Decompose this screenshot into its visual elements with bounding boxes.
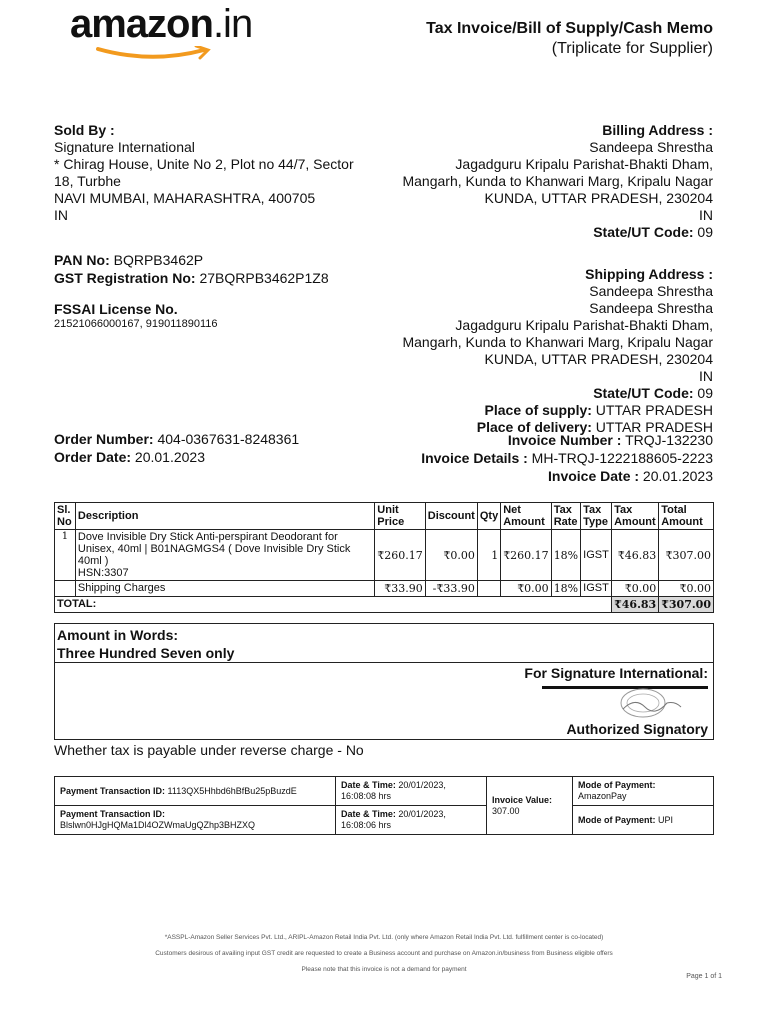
billing-name: Sandeepa Shrestha (589, 139, 713, 155)
invoice-number-line: Invoice Number : TRQJ-132230 (507, 432, 713, 448)
billing-country: IN (699, 207, 713, 223)
order-number-line: Order Number: 404-0367631-8248361 (54, 431, 300, 447)
invoice-info-block (313, 431, 713, 485)
invoice-title-block (426, 20, 713, 58)
shipping-line2: Mangarh, Kunda to Khanwari Marg, Kripalu Nagar (402, 334, 713, 350)
shipping-block (313, 266, 713, 436)
gst-line (54, 270, 329, 287)
item-total-amount: ₹307.00 (659, 530, 714, 581)
seller-address-line2: NAVI MUMBAI, MAHARASHTRA, 400705 (54, 190, 316, 206)
pan-label: PAN No: (54, 252, 110, 268)
col-header-qty: Qty (477, 503, 500, 530)
shipping-line1: Jagadguru Kripalu Parishat-Bhakti Dham, (455, 317, 713, 333)
col-header-tax-rate: Tax Rate (551, 503, 580, 530)
amount-in-words-value: Three Hundred Seven only (57, 645, 235, 661)
gst-value: 27BQRPB3462P1Z8 (199, 270, 329, 286)
reverse-charge-note: Whether tax is payable under reverse charge - No (54, 742, 364, 758)
gst-label: GST Registration No: (54, 270, 196, 286)
table-header-row (55, 503, 714, 530)
place-of-supply: Place of supply: UTTAR PRADESH (484, 402, 713, 418)
table-row (55, 530, 714, 581)
item-discount: ₹0.00 (425, 530, 477, 581)
item-qty: 1 (477, 530, 500, 581)
signature-box (54, 662, 714, 740)
payment-table (54, 776, 714, 835)
billing-line1: Jagadguru Kripalu Parishat-Bhakti Dham, (455, 156, 713, 172)
item-tax-amount: ₹46.83 (612, 530, 659, 581)
col-header-total-amount: Total Amount (659, 503, 714, 530)
amount-in-words-box (54, 623, 714, 663)
billing-line3: KUNDA, UTTAR PRADESH, 230204 (484, 190, 713, 206)
total-tax-amount: ₹46.83 (612, 597, 659, 613)
item-tax-type: IGST (581, 530, 612, 581)
col-header-tax-type: Tax Type (581, 503, 612, 530)
invoice-details-line: Invoice Details : MH-TRQJ-1222188605-2223 (421, 450, 713, 466)
shipping-name: Sandeepa Shrestha (589, 300, 713, 316)
pan-line (54, 252, 203, 269)
invoice-value-cell: Invoice Value: 307.00 (487, 777, 573, 835)
shipping-line3: KUNDA, UTTAR PRADESH, 230204 (484, 351, 713, 367)
table-row (55, 581, 714, 597)
invoice-date-line: Invoice Date : 20.01.2023 (548, 468, 713, 484)
signature-for-label: For Signature International: (524, 665, 708, 681)
shipping-tax-type: IGST (581, 581, 612, 597)
total-amount: ₹307.00 (659, 597, 714, 613)
item-unit-price: ₹260.17 (375, 530, 426, 581)
shipping-country: IN (699, 368, 713, 384)
place-of-delivery: Place of delivery: UTTAR PRADESH (476, 419, 713, 435)
col-header-tax-amount: Tax Amount (612, 503, 659, 530)
col-header-unit-price: Unit Price (375, 503, 426, 530)
amazon-logo: amazon.in (70, 2, 310, 62)
order-date-line: Order Date: 20.01.2023 (54, 449, 205, 465)
footer-line1: *ASSPL-Amazon Seller Services Pvt. Ltd., ARIPL-Amazon Retail India Pvt. Ltd. (only where Amazon Retail India Pvt. Ltd. fulfillment center is co-located) (164, 934, 604, 941)
item-description: Dove Invisible Dry Stick Anti-perspirant Deodorant for Unisex, 40ml | B01NAGMGS4 ( Dove Invisible Dry Stick 40ml ) (77, 531, 351, 567)
billing-block (313, 122, 713, 241)
invoice-items-table (54, 502, 714, 613)
item-sl: 1 (55, 530, 76, 581)
shipping-net-amount: ₹0.00 (501, 581, 552, 597)
smile-arrow-icon (96, 46, 216, 62)
payment-datetime-cell-2: Date & Time: 20/01/2023, 16:08:06 hrs (336, 806, 487, 835)
item-description-cell (75, 530, 374, 581)
footer-line3: Please note that this invoice is not a demand for payment (301, 966, 467, 973)
payment-datetime-cell-1: Date & Time: 20/01/2023, 16:08:08 hrs (336, 777, 487, 806)
total-label: TOTAL: (55, 597, 612, 613)
shipping-qty (477, 581, 500, 597)
shipping-description: Shipping Charges (75, 581, 374, 597)
col-header-sl: Sl. No (55, 503, 76, 530)
shipping-unit-price: ₹33.90 (375, 581, 426, 597)
item-tax-rate: 18% (551, 530, 580, 581)
shipping-label: Shipping Address : (585, 266, 713, 282)
footer-line2: Customers desirous of availing input GST credit are requested to create a Business account and purchase on Amazon.in/business from Business eligible offers (155, 950, 613, 957)
shipping-tax-rate: 18% (551, 581, 580, 597)
invoice-title: Tax Invoice/Bill of Supply/Cash Memo (426, 20, 713, 37)
amount-in-words-label: Amount in Words: (57, 627, 179, 643)
shipping-total-amount: ₹0.00 (659, 581, 714, 597)
shipping-name: Sandeepa Shrestha (589, 283, 713, 299)
shipping-tax-amount: ₹0.00 (612, 581, 659, 597)
page-number: Page 1 of 1 (686, 973, 722, 980)
billing-label: Billing Address : (602, 122, 713, 138)
payment-mode-cell-2: Mode of Payment: UPI (573, 806, 714, 835)
fssai-label: FSSAI License No. (54, 301, 178, 317)
col-header-discount: Discount (425, 503, 477, 530)
shipping-state: State/UT Code: 09 (593, 385, 713, 401)
table-row (55, 806, 714, 835)
table-total-row (55, 597, 714, 613)
shipping-discount: -₹33.90 (425, 581, 477, 597)
table-row (55, 777, 714, 806)
billing-state: State/UT Code: 09 (593, 224, 713, 240)
col-header-description: Description (75, 503, 374, 530)
item-net-amount: ₹260.17 (501, 530, 552, 581)
seller-country: IN (54, 207, 68, 223)
shipping-sl (55, 581, 76, 597)
invoice-subtitle: (Triplicate for Supplier) (551, 40, 713, 57)
sold-by-label: Sold By : (54, 122, 115, 138)
company-seal-signature (595, 687, 695, 721)
seller-address-line1: * Chirag House, Unite No 2, Plot no 44/7, Sector 18, Turbhe (54, 156, 354, 189)
payment-txn-cell-2: Payment Transaction ID: Blslwn0HJgHQMa1Dl4OZWmaUgQZhp3BHZXQ (55, 806, 336, 835)
authorized-signatory: Authorized Signatory (566, 721, 708, 737)
payment-txn-cell-1: Payment Transaction ID: 1113QX5Hhbd6hBfBu25pBuzdE (55, 777, 336, 806)
item-hsn: HSN:3307 (77, 567, 129, 579)
billing-line2: Mangarh, Kunda to Khanwari Marg, Kripalu Nagar (402, 173, 713, 189)
col-header-net-amount: Net Amount (501, 503, 552, 530)
pan-value: BQRPB3462P (113, 252, 204, 268)
fssai-value: 21521066000167, 919011890116 (54, 318, 218, 330)
seller-name: Signature International (54, 139, 195, 155)
payment-mode-cell-1: Mode of Payment: AmazonPay (573, 777, 714, 806)
